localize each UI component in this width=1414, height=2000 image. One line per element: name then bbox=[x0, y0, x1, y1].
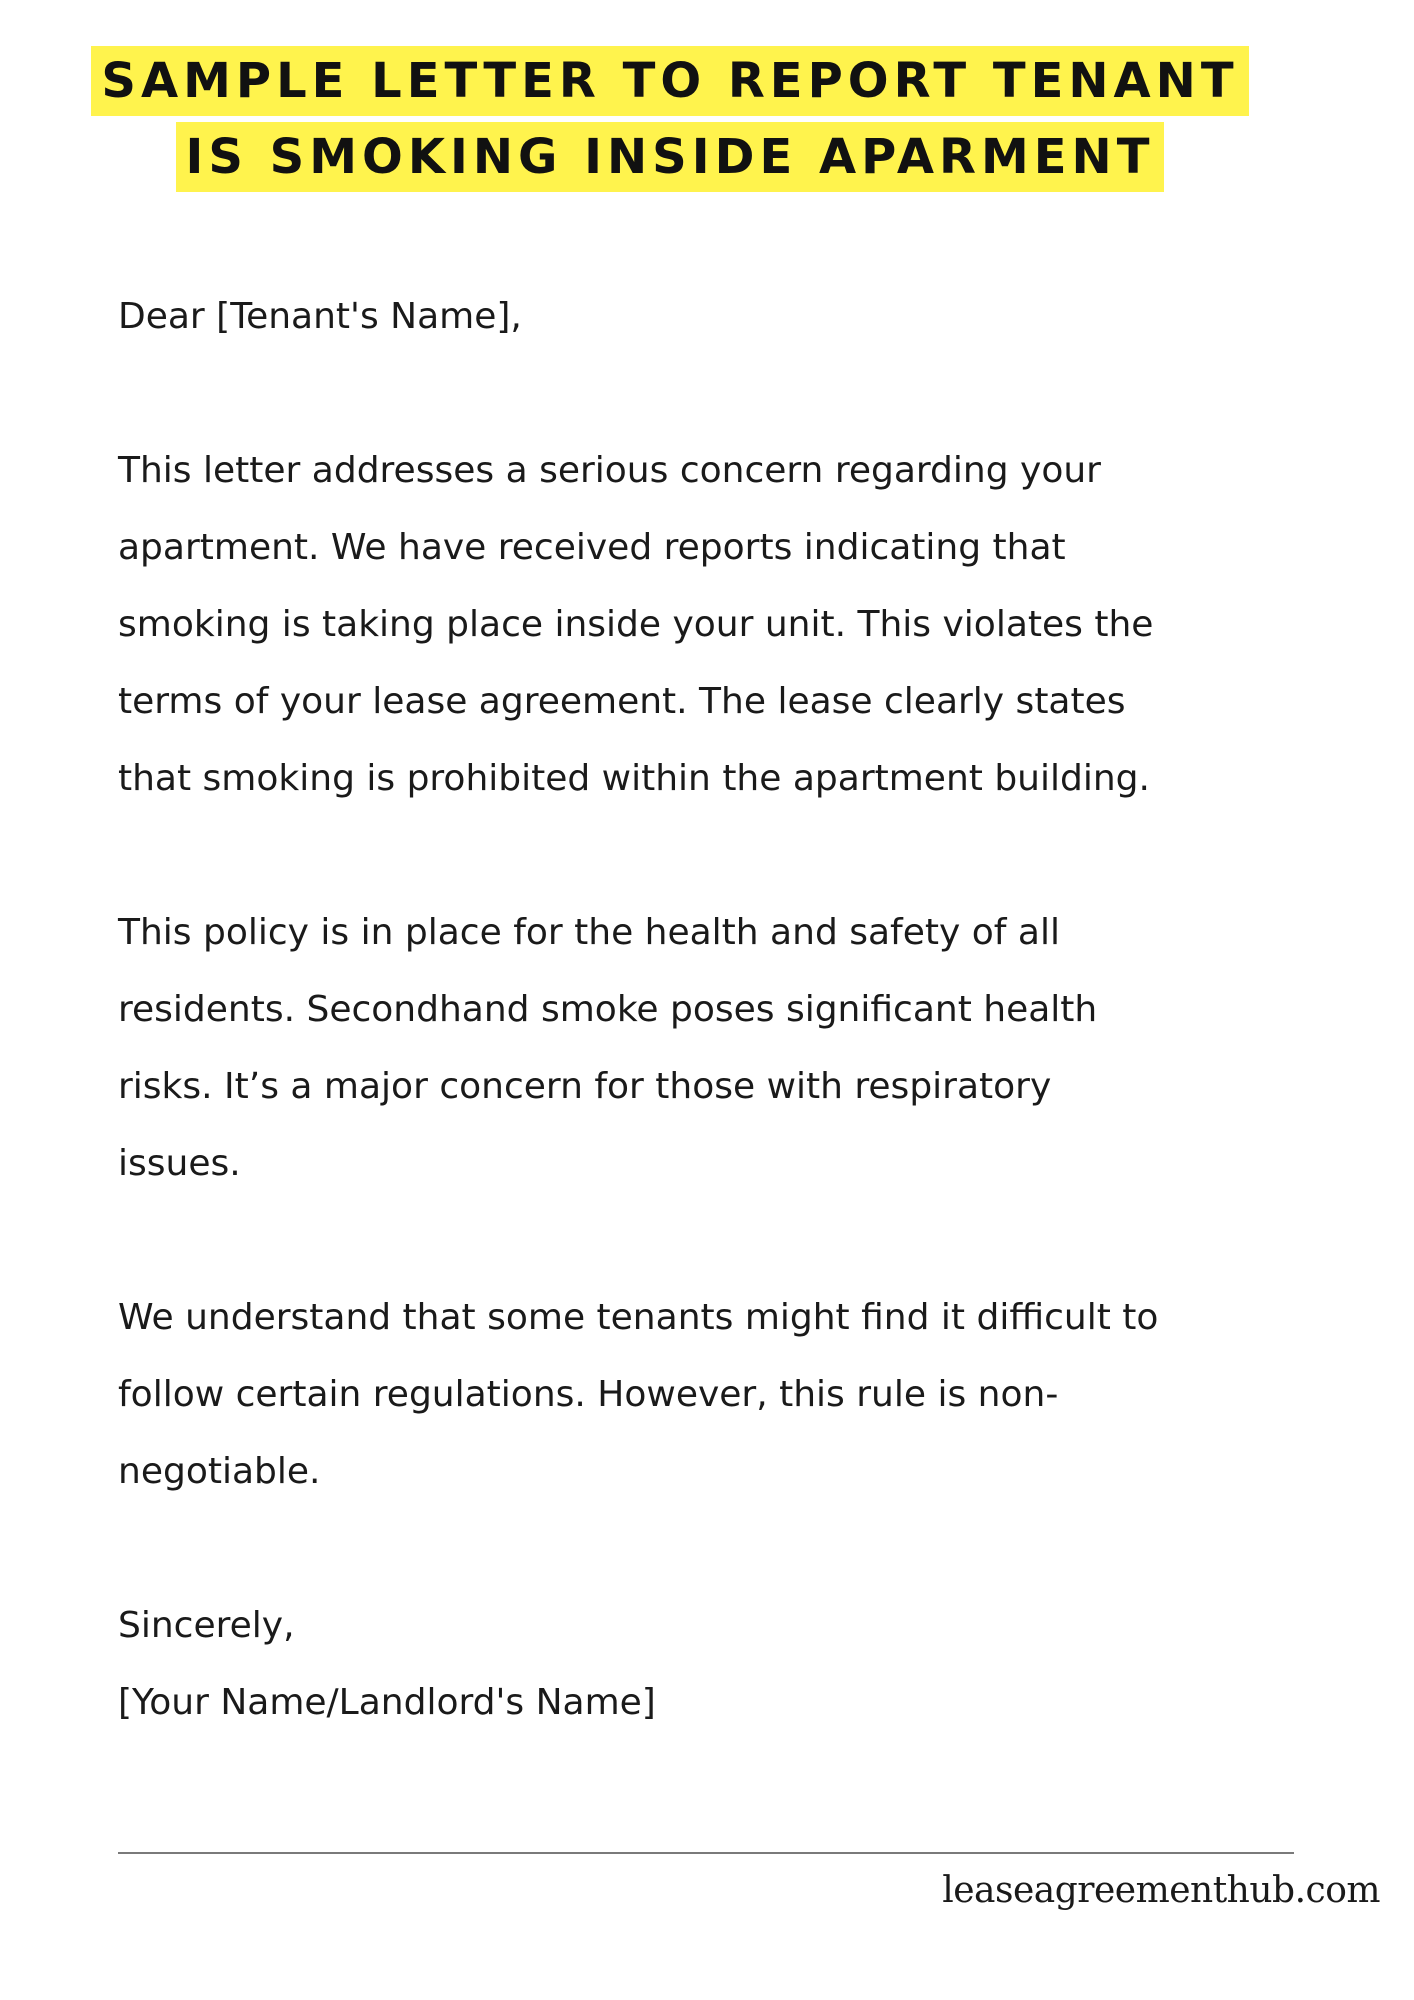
paragraph-3 bbox=[118, 1279, 1358, 1510]
paragraph-line: terms of your lease agreement. The lease clearly states bbox=[118, 681, 1126, 722]
paragraph-line: apartment. We have received reports indicating that bbox=[118, 527, 1066, 568]
footer-site-name: leaseagreementhub.com bbox=[942, 1870, 1380, 1911]
salutation bbox=[118, 278, 1358, 355]
paragraph-line: issues. bbox=[118, 1143, 241, 1184]
paragraph-1 bbox=[118, 432, 1358, 817]
letter-body bbox=[118, 278, 1358, 1741]
paragraph-line: residents. Secondhand smoke poses significant health bbox=[118, 989, 1098, 1030]
paragraph-line: risks. It’s a major concern for those with respiratory bbox=[118, 1066, 1052, 1107]
paragraph-line: This letter addresses a serious concern regarding your bbox=[118, 450, 1101, 491]
title-line-1: SAMPLE LETTER TO REPORT TENANT bbox=[91, 46, 1248, 116]
signature-text: [Your Name/Landlord's Name] bbox=[118, 1682, 656, 1723]
paragraph-line: follow certain regulations. However, this rule is non- bbox=[118, 1374, 1059, 1415]
closing-block bbox=[118, 1587, 1358, 1741]
title-line-2: IS SMOKING INSIDE APARMENT bbox=[176, 122, 1165, 192]
salutation-text: Dear [Tenant's Name], bbox=[118, 296, 522, 337]
closing-text: Sincerely, bbox=[118, 1605, 295, 1646]
footer-divider bbox=[118, 1852, 1294, 1854]
paragraph-line: that smoking is prohibited within the apartment building. bbox=[118, 758, 1150, 799]
paragraph-line: smoking is taking place inside your unit. This violates the bbox=[118, 604, 1154, 645]
paragraph-line: We understand that some tenants might find it difficult to bbox=[118, 1297, 1159, 1338]
paragraph-2 bbox=[118, 894, 1358, 1202]
page-title bbox=[0, 46, 1340, 192]
paragraph-line: This policy is in place for the health and safety of all bbox=[118, 912, 1060, 953]
paragraph-line: negotiable. bbox=[118, 1451, 321, 1492]
